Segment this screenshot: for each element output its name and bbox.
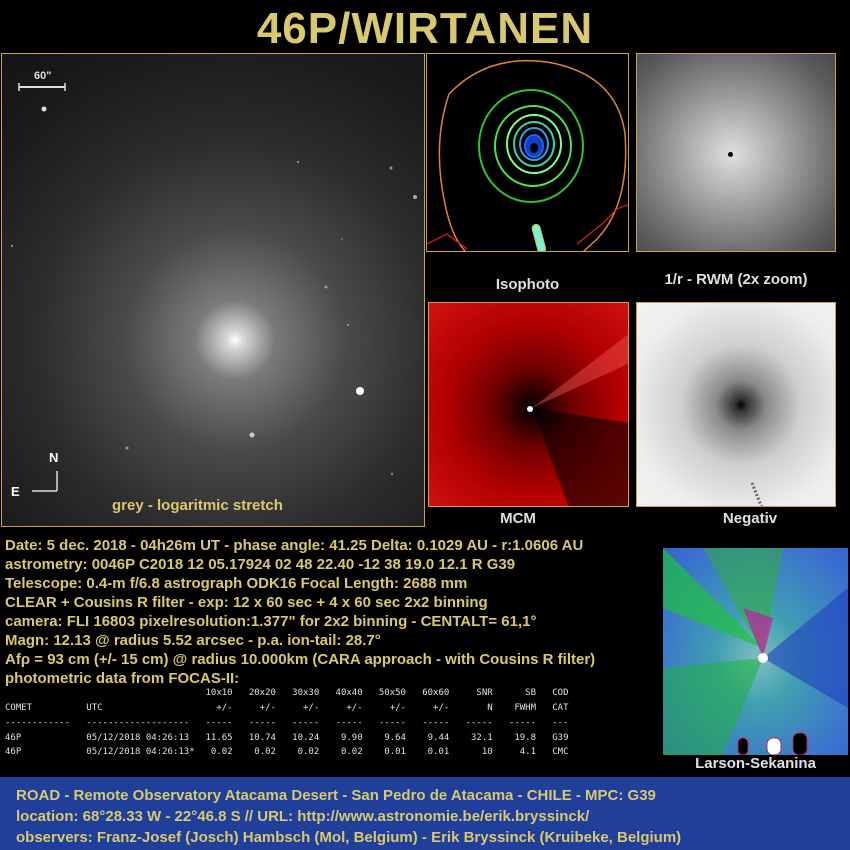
photometry-table-divider: ------------ ------------------- ----- ----- ----- ----- ----- ----- ----- ----- --- [5,718,569,728]
north-label: N [49,450,59,465]
larson-sekanina-panel [663,548,848,755]
info-camera-line: camera: FLI 16803 pixelresolution:1.377" for 2x2 binning - CENTALT= 61,1° [5,613,537,630]
info-photometric-line: photometric data from FOCAS-II: [5,670,240,687]
main-image-caption: grey - logaritmic stretch [112,497,283,514]
larson-sekanina-caption: Larson-Sekanina [695,755,816,772]
main-comet-image [1,53,425,527]
info-astrometry-line: astrometry: 0046P C2018 12 05.17924 02 48 22.40 -12 38 19.0 12.1 R G39 [5,556,516,573]
info-afrho-line: Afρ = 93 cm (+/- 15 cm) @ radius 10.000km (CARA approach - with Cousins R filter) [5,651,596,668]
photometry-table-row: 46P 05/12/2018 04:26:13* 0.02 0.02 0.02 0.02 0.01 0.01 10 4.1 CMC [5,747,569,757]
info-filter-line: CLEAR + Cousins R filter - exp: 12 x 60 sec + 4 x 60 sec 2x2 binning [5,594,488,611]
mcm-caption: MCM [500,510,536,527]
negativ-caption: Negativ [722,510,778,527]
footer-location-line: location: 68°28.33 W - 22°46.8 S // URL: http://www.astronomie.be/erik.bryssinck/ [16,808,590,825]
isophote-contours [427,54,629,252]
photometry-table-header-2: COMET UTC +/- +/- +/- +/- +/- +/- N FWHM CAT [5,703,569,713]
isophoto-caption: Isophoto [495,276,560,293]
rwm-panel [636,53,836,252]
negativ-trail [637,303,836,507]
footer-observatory-line: ROAD - Remote Observatory Atacama Desert - San Pedro de Atacama - CHILE - MPC: G39 [16,787,656,804]
mcm-panel [428,302,629,507]
negativ-panel [636,302,836,507]
star-field [2,54,425,527]
photometry-table-header-1: 10x10 20x20 30x30 40x40 50x50 60x60 SNR SB COD [5,688,569,698]
info-telescope-line: Telescope: 0.4-m f/6.8 astrograph ODK16 Focal Length: 2688 mm [5,575,468,592]
footer-banner [0,777,850,850]
mcm-structure [429,303,629,507]
rwm-nucleus [728,152,733,157]
info-date-line: Date: 5 dec. 2018 - 04h26m UT - phase angle: 41.25 Delta: 0.1029 AU - r:1.0606 AU [5,537,584,554]
scale-bar-label: 60" [34,70,52,82]
isophoto-panel [426,53,629,252]
info-magnitude-line: Magn: 12.13 @ radius 5.52 arcsec - p.a. ion-tail: 28.7° [5,632,381,649]
page-title: 46P/WIRTANEN [256,4,594,53]
rwm-caption: 1/r - RWM (2x zoom) [664,271,808,288]
east-label: E [11,484,20,499]
photometry-table-row: 46P 05/12/2018 04:26:13 11.65 10.74 10.24 9.90 9.64 9.44 32.1 19.8 G39 [5,733,569,743]
larson-structure [663,548,848,755]
footer-observers-line: observers: Franz-Josef (Josch) Hambsch (Mol, Belgium) - Erik Bryssinck (Kruibeke, Belgium) [16,829,682,846]
